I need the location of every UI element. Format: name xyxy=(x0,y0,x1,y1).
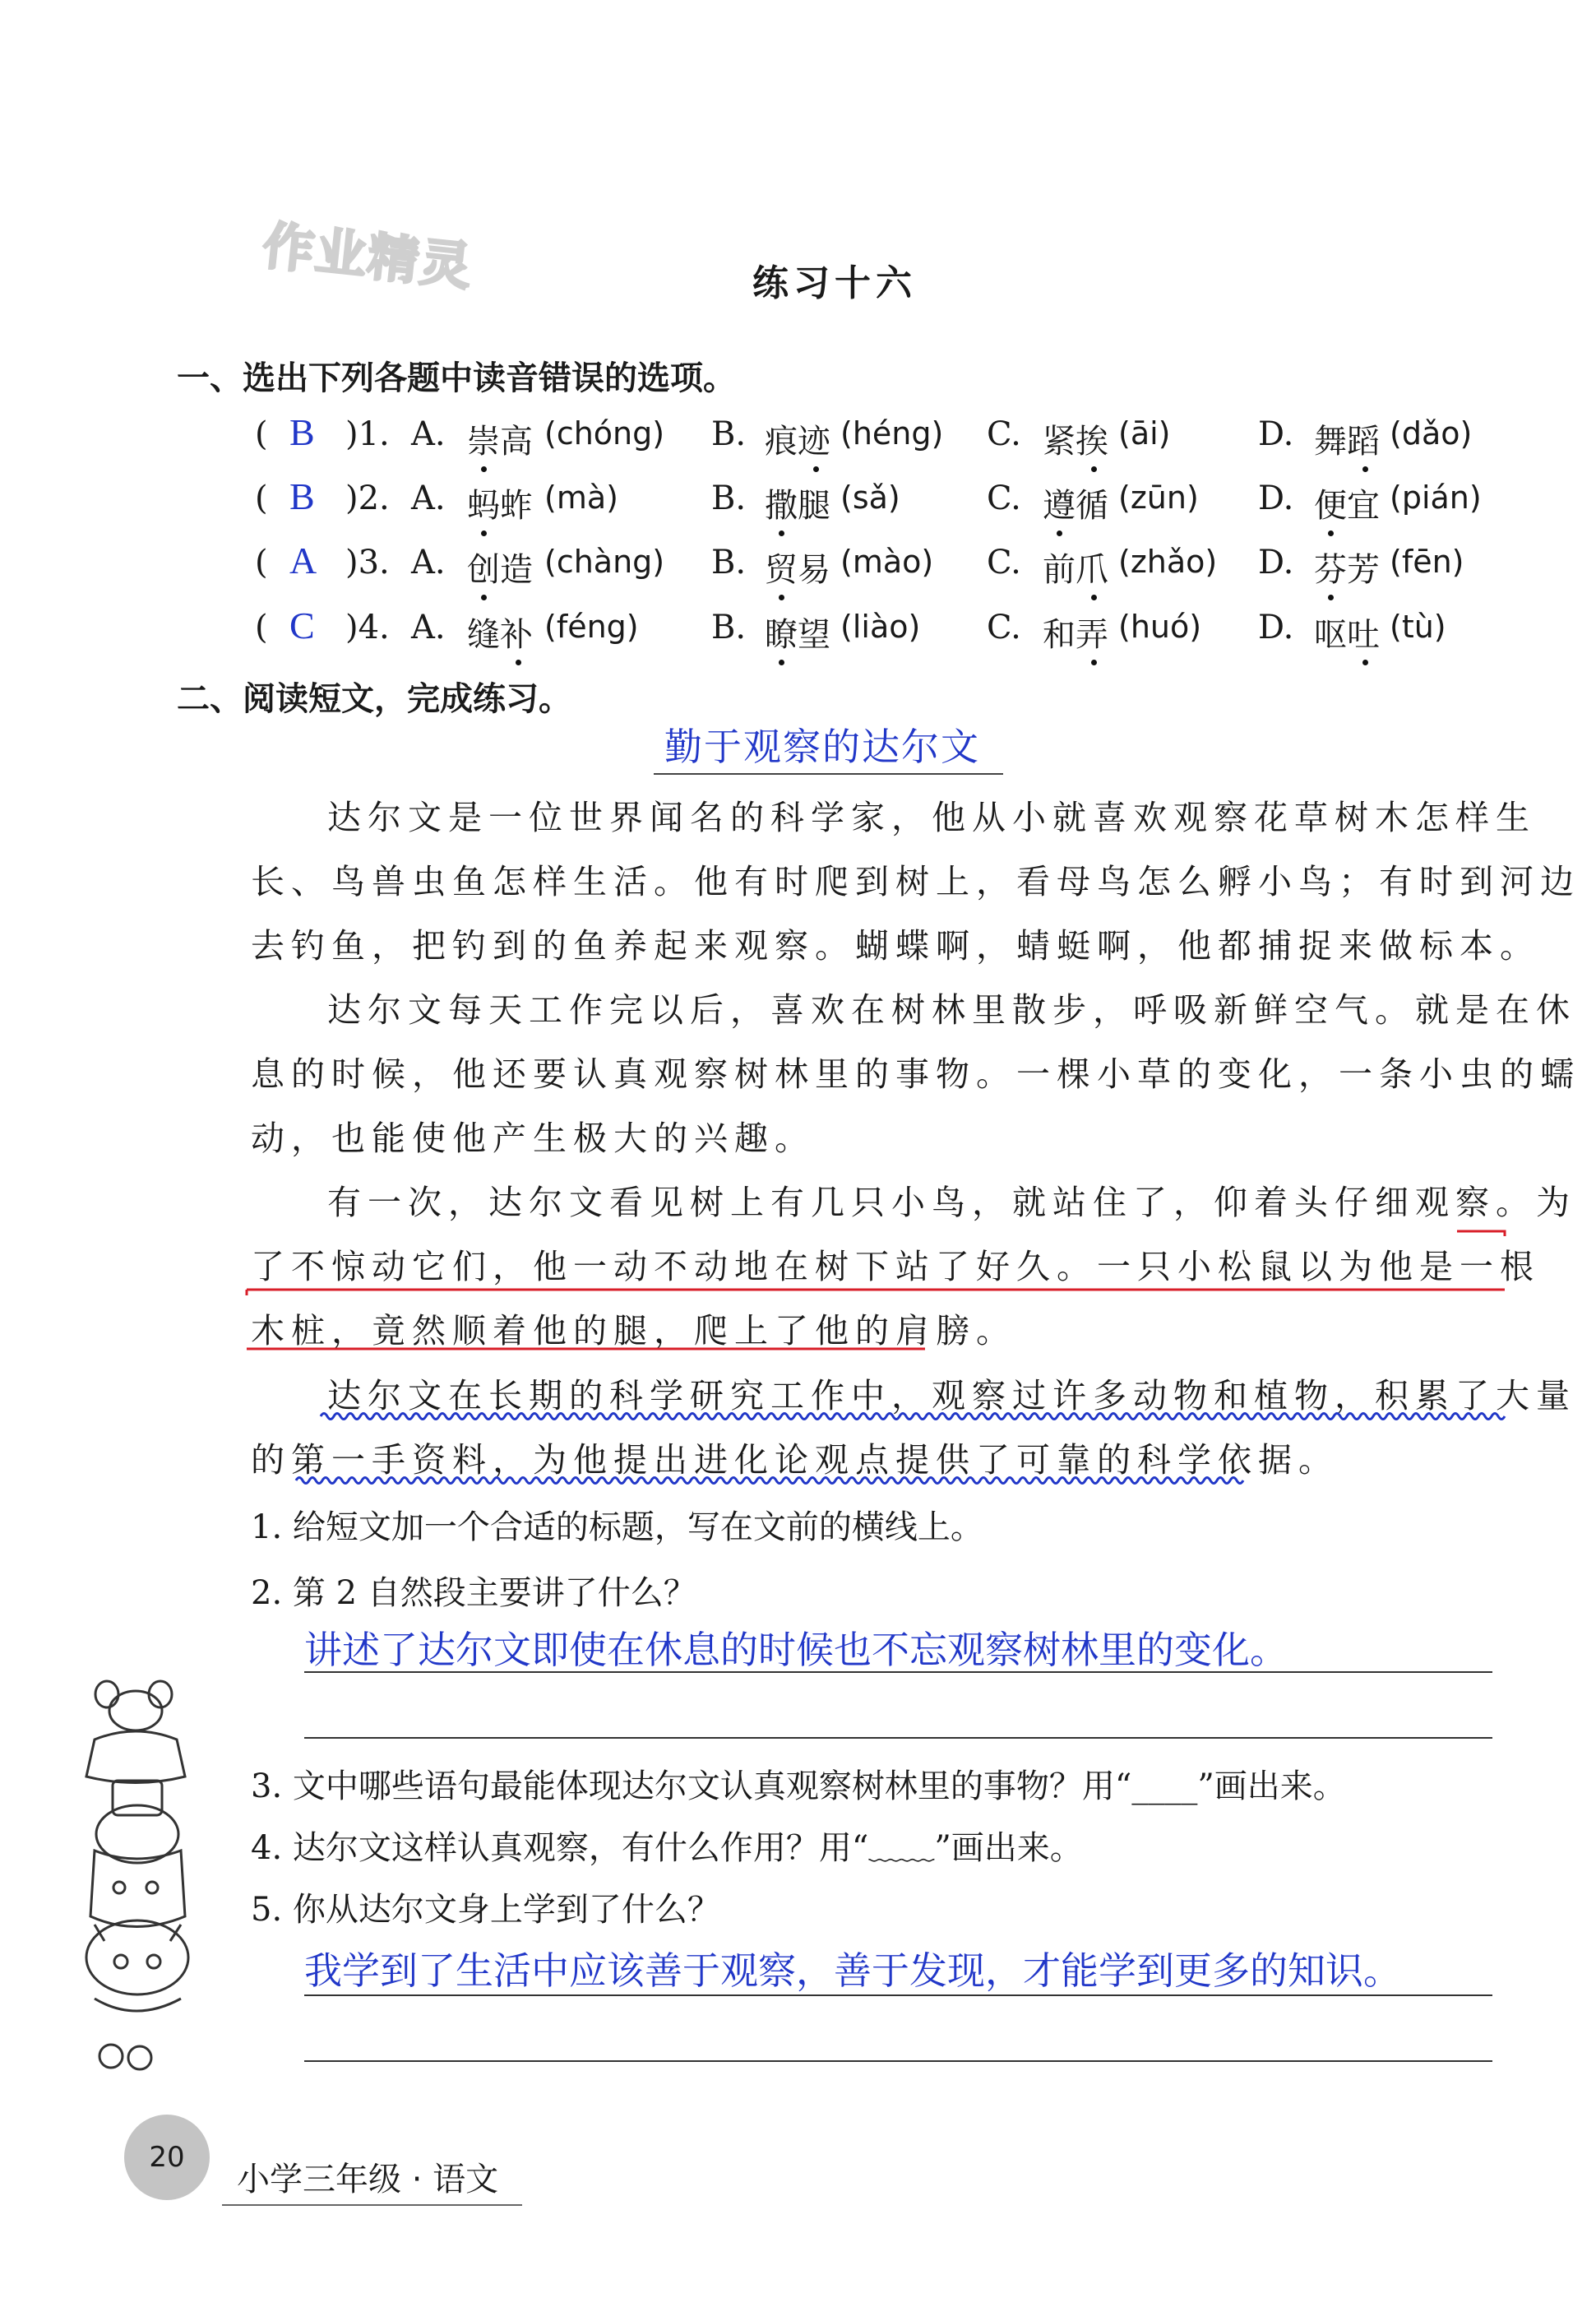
passage-line: 长、鸟兽虫鱼怎样生活。他有时爬到树上，看母鸟怎么孵小鸟；有时到河边 xyxy=(251,862,1580,901)
mcq-opt-d-pinyin: (pián) xyxy=(1390,479,1482,516)
answer-line-5b xyxy=(304,2060,1492,2062)
mcq-opt-a-pinyin: (chóng) xyxy=(544,415,665,452)
mcq-opt-b-label: B. xyxy=(711,479,747,517)
mcq-opt-a-word: 蚂蚱 xyxy=(467,487,533,525)
passage-line: 达尔文是一位世界闻名的科学家，他从小就喜欢观察花草树木怎样生 xyxy=(327,798,1536,837)
passage-line: 达尔文每天工作完以后，喜欢在树林里散步，呼吸新鲜空气。就是在休 xyxy=(327,990,1576,1030)
mcq-paren: ( xyxy=(255,415,268,453)
mcq-opt-b-pinyin: (mào) xyxy=(840,544,934,580)
mcq-opt-c-label: C. xyxy=(987,479,1021,517)
answer-5: 我学到了生活中应该善于观察，善于发现，才能学到更多的知识。 xyxy=(304,1948,1401,1993)
mcq-opt-d-word: 舞蹈 xyxy=(1314,423,1380,461)
question-1: 1. 给短文加一个合适的标题，写在文前的横线上。 xyxy=(251,1508,983,1546)
mcq-opt-b-pinyin: (liào) xyxy=(840,609,921,645)
mcq-paren: ( xyxy=(255,544,268,581)
mcq-answer: B xyxy=(289,475,315,517)
mcq-paren: ( xyxy=(255,609,268,646)
passage-line: 去钓鱼，把钓到的鱼养起来观察。蝴蝶啊，蜻蜓啊，他都捕捉来做标本。 xyxy=(251,926,1540,966)
mcq-opt-a-pinyin: (chàng) xyxy=(544,544,665,580)
question-2: 2. 第 2 自然段主要讲了什么？ xyxy=(251,1574,696,1612)
mcq-paren: ( xyxy=(255,479,268,517)
passage-line: 有一次，达尔文看见树上有几只小鸟，就站住了，仰着头仔细观察。为 xyxy=(327,1183,1576,1222)
mcq-opt-a-pinyin: (féng) xyxy=(544,609,639,645)
passage-line: 木桩，竟然顺着他的腿，爬上了他的肩膀。 xyxy=(251,1311,1016,1350)
mcq-opt-b-label: B. xyxy=(711,415,747,453)
question-3: 3. 文中哪些语句最能体现达尔文认真观察树林里的事物？用“____”画出来。 xyxy=(251,1767,1346,1805)
answer-line-2a xyxy=(304,1671,1492,1673)
cartoon-animals-illustration xyxy=(45,1678,218,2073)
footer-text: 小学三年级 · 语文 xyxy=(237,2161,499,2198)
section2-heading: 二、阅读短文，完成练习。 xyxy=(177,680,571,718)
mcq-opt-c-label: C. xyxy=(987,415,1021,453)
mcq-opt-c-pinyin: (huó) xyxy=(1118,609,1202,645)
mcq-opt-a-label: A. xyxy=(411,415,446,453)
mcq-opt-c-label: C. xyxy=(987,544,1021,581)
mcq-answer: B xyxy=(289,411,315,453)
mcq-opt-b-pinyin: (héng) xyxy=(840,415,944,452)
mcq-opt-d-pinyin: (fēn) xyxy=(1390,544,1464,580)
mcq-opt-c-label: C. xyxy=(987,609,1021,646)
mcq-num: )2. xyxy=(345,479,390,517)
mcq-opt-c-word: 紧挨 xyxy=(1043,423,1108,461)
mcq-opt-d-label: D. xyxy=(1258,544,1294,581)
mcq-opt-c-pinyin: (zūn) xyxy=(1118,479,1199,516)
mcq-opt-c-pinyin: (zhǎo) xyxy=(1118,544,1218,580)
mcq-opt-a-label: A. xyxy=(411,544,446,581)
passage-title: 勤于观察的达尔文 xyxy=(664,725,980,769)
passage-line: 了不惊动它们，他一动不动地在树下站了好久。一只小松鼠以为他是一根 xyxy=(251,1247,1540,1286)
blue-wavy-underline-1 xyxy=(321,1414,1505,1420)
red-underline-1 xyxy=(1457,1231,1505,1236)
watermark-logo: 作业精灵 xyxy=(260,215,476,298)
mcq-opt-b-label: B. xyxy=(711,544,747,581)
passage-line: 息的时候，他还要认真观察树林里的事物。一棵小草的变化，一条小虫的蠕 xyxy=(251,1054,1580,1094)
mcq-opt-a-word: 缝补 xyxy=(467,616,533,654)
mcq-opt-d-label: D. xyxy=(1258,609,1294,646)
page-title: 练习十六 xyxy=(752,262,917,304)
mcq-opt-c-word: 前爪 xyxy=(1043,551,1108,589)
mcq-opt-b-label: B. xyxy=(711,609,747,646)
mcq-opt-d-pinyin: (dǎo) xyxy=(1390,415,1473,452)
mcq-answer: C xyxy=(289,605,315,646)
mcq-num: )1. xyxy=(345,415,390,453)
mcq-opt-d-word: 芬芳 xyxy=(1314,551,1380,589)
passage-line: 的第一手资料，为他提出进化论观点提供了可靠的科学依据。 xyxy=(251,1440,1339,1480)
mcq-opt-a-word: 崇高 xyxy=(467,423,533,461)
answer-line-5a xyxy=(304,1994,1492,1996)
mcq-opt-a-word: 创造 xyxy=(467,551,533,589)
mcq-opt-d-label: D. xyxy=(1258,479,1294,517)
mcq-opt-d-word: 呕吐 xyxy=(1314,616,1380,654)
section1-heading: 一、选出下列各题中读音错误的选项。 xyxy=(177,359,736,397)
mcq-opt-c-pinyin: (āi) xyxy=(1118,415,1171,452)
mcq-opt-b-pinyin: (sǎ) xyxy=(840,479,900,516)
page-number: 20 xyxy=(149,2141,185,2174)
answer-line-2b xyxy=(304,1737,1492,1739)
mcq-num: )3. xyxy=(345,544,390,581)
mcq-opt-d-label: D. xyxy=(1258,415,1294,453)
passage-line: 动，也能使他产生极大的兴趣。 xyxy=(251,1119,815,1158)
mcq-opt-b-word: 撒腿 xyxy=(765,487,830,525)
answer-2: 讲述了达尔文即使在休息的时候也不忘观察树林里的变化。 xyxy=(304,1628,1288,1672)
mcq-opt-c-word: 和弄 xyxy=(1043,616,1108,654)
mcq-opt-b-word: 贸易 xyxy=(765,551,830,589)
mcq-opt-a-label: A. xyxy=(411,609,446,646)
mcq-opt-b-word: 痕迹 xyxy=(765,423,830,461)
passage-line: 达尔文在长期的科学研究工作中，观察过许多动物和植物，积累了大量 xyxy=(327,1376,1576,1415)
mcq-answer: A xyxy=(289,540,317,581)
mcq-opt-d-word: 便宜 xyxy=(1314,487,1380,525)
mcq-opt-b-word: 瞭望 xyxy=(765,616,830,654)
question-4: 4. 达尔文这样认真观察，有什么作用？用“﹏﹏”画出来。 xyxy=(251,1829,1083,1867)
mcq-opt-d-pinyin: (tù) xyxy=(1390,609,1446,645)
mcq-opt-a-pinyin: (mà) xyxy=(544,479,618,516)
blue-wavy-underline-2 xyxy=(296,1478,1243,1484)
footer-underline xyxy=(222,2204,522,2206)
mcq-opt-c-word: 遵循 xyxy=(1043,487,1108,525)
question-5: 5. 你从达尔文身上学到了什么？ xyxy=(251,1891,720,1929)
mcq-opt-a-label: A. xyxy=(411,479,446,517)
mcq-num: )4. xyxy=(345,609,390,646)
